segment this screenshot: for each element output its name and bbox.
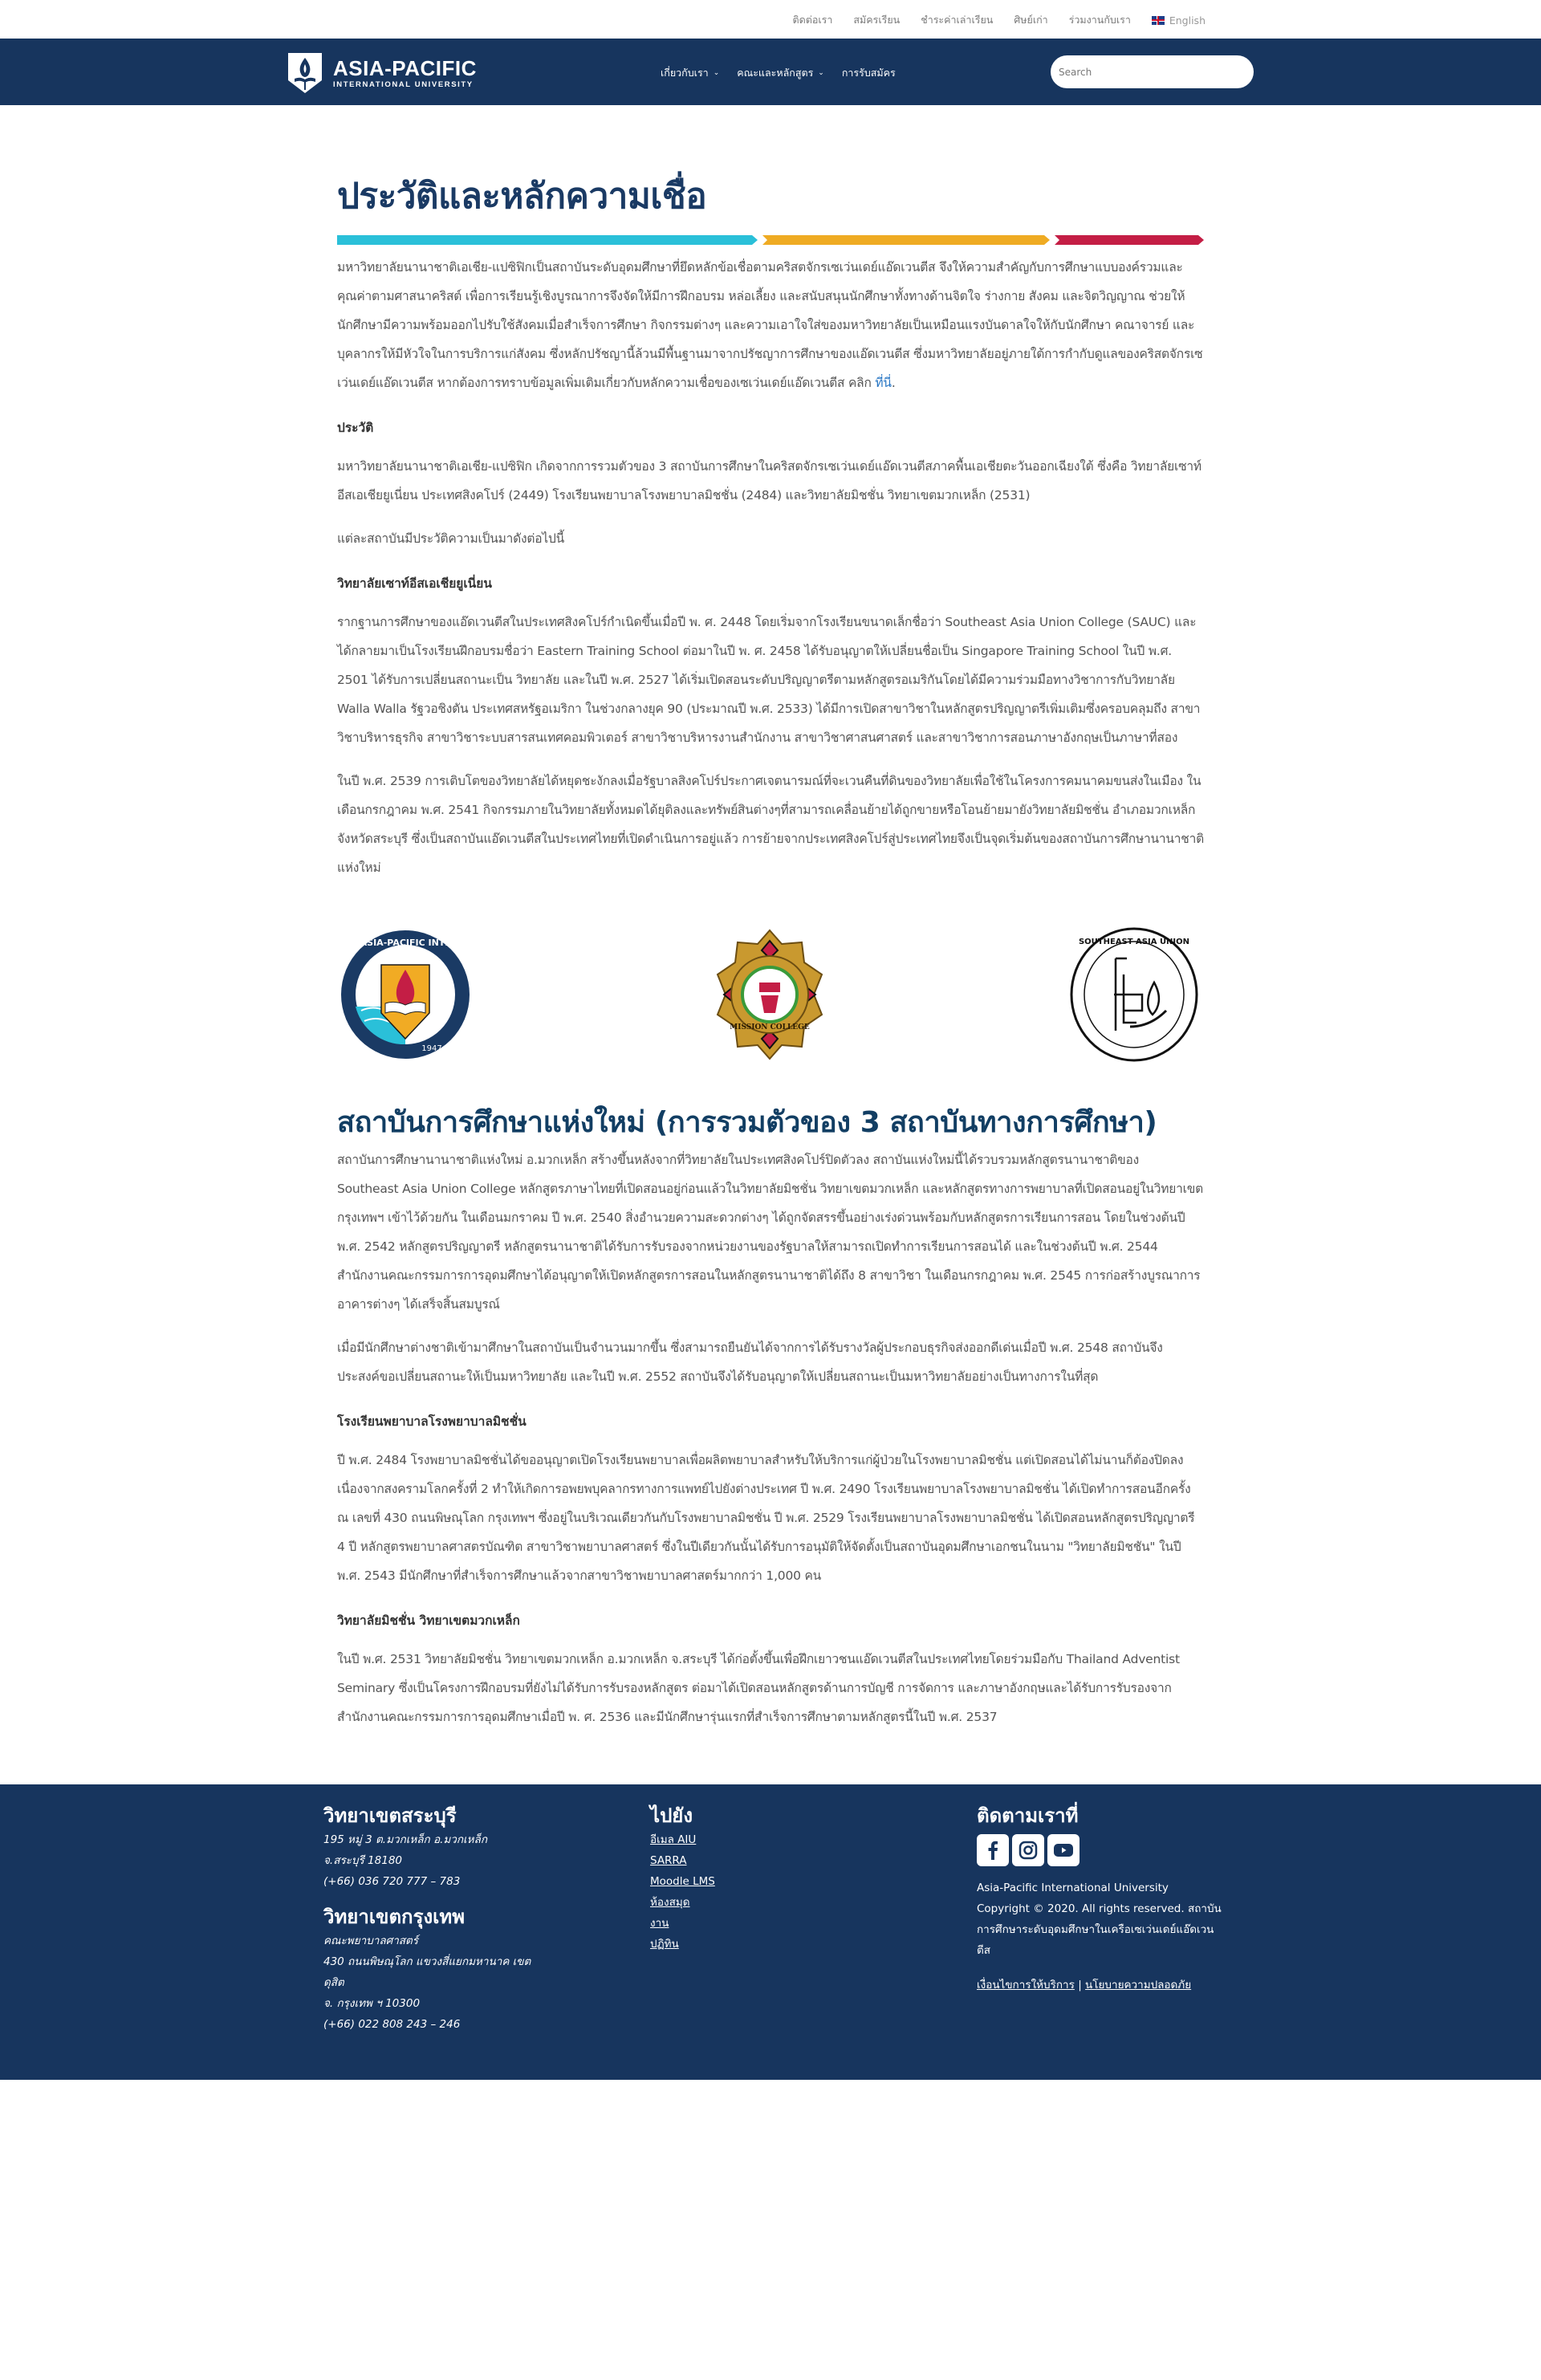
logo-line-2: INTERNATIONAL UNIVERSITY xyxy=(333,80,474,89)
instagram-icon xyxy=(1019,1841,1038,1860)
chevron-down-icon: ⌄ xyxy=(713,69,720,77)
mission-college-seal-logo xyxy=(701,926,838,1063)
bangkok-address-line: คณะพยาบาลศาสตร์ xyxy=(323,1935,419,1947)
utility-link-careers[interactable]: ร่วมงานกับเรา xyxy=(1068,14,1131,26)
org-name: Asia-Pacific International University xyxy=(977,1882,1169,1894)
bangkok-phone: (+66) 022 808 243 – 246 xyxy=(323,2018,461,2031)
aiu-seal-text: ASIA-PACIFIC INTL xyxy=(360,938,451,948)
menu-item-admissions[interactable] xyxy=(842,65,896,81)
mission-college-heading: วิทยาลัยมิชชั่น วิทยาเขตมวกเหล็ก xyxy=(337,1613,520,1628)
follow-heading: ติดตามเราที่ xyxy=(977,1804,1079,1827)
aiu-seal-logo xyxy=(337,926,474,1063)
logo-wordmark xyxy=(333,57,477,89)
footer-goto xyxy=(650,1802,715,1955)
footer-follow xyxy=(977,1802,1226,1993)
primary-menu xyxy=(661,65,896,81)
footer-link-jobs[interactable]: งาน xyxy=(650,1917,669,1930)
menu-item-label: คณะและหลักสูตร xyxy=(737,67,814,79)
intro-text: มหาวิทยาลัยนานาชาติเอเชีย-แปซิฟิกเป็นสถาบันระดับอุดมศึกษาที่ยึดหลักข้อเชื่อตามคริสตจักรเซเว่นเดย์แอ๊ดเวนตีส จึงให้ความสำคัญกับการศึกษาแบบองค์รวมและคุณค่าตามศาสนาคริสต์ เพื่อการเรียนรู้เชิงบูรณาการจึงจัดให้มีการฝึกอบรม หล่อเลี้ยง และสนับสนุนนักศึกษาทั้งทางด้านจิตใจ ร่างกาย สังคม และจิตวิญญาณ ช่วยให้นักศึกษามีความพร้อมออกไปรับใช้สังคมเมื่อสำเร็จการศึกษา กิจกรรมต่างๆ และความเอาใจใส่ของมหาวิทยาลัยเป็นเหมือนแรงบันดาลใจให้กับนักศึกษา คณาจารย์ และบุคลากรให้มีหัวใจในการบริการแก่สังคม ซึ่งหลักปรัชญานี้ล้วนมีพื้นฐานมาจากปรัชญาการศึกษาของแอ๊ดเวนตีส ซึ่งมหาวิทยาลัยอยู่ภายใต้การกำกับดูแลของคริสตจักรเซเว่นเดย์แอ๊ดเวนตีส หากต้องการทราบข้อมูลเพิ่มเติมเกี่ยวกับหลักความเชื่อของเซเว่นเดย์แอ๊ดเวนตีส คลิก xyxy=(337,260,1203,390)
saraburi-heading: วิทยาเขตสระบุรี xyxy=(323,1804,457,1827)
nursing-school-paragraph: ปี พ.ศ. 2484 โรงพยาบาลมิชชั่นได้ขออนุญาตเปิดโรงเรียนพยาบาลเพื่อผลิตพยาบาลสำหรับให้บริการแก่ผู้ป่วยในโรงพยาบาลมิชชั่น แต่เปิดสอนได้ไม่นานก็ต้องปิดลงเนื่องจากสงครามโลกครั้งที่ 2 ทำให้เกิดการอพยพบุคลากรทางการแพทย์ไปยังต่างประเทศ ปี พ.ศ. 2490 โรงเรียนพยาบาลโรงพยาบาลมิชชั่น ได้เปิดทำการสอนอีกครั้ง ณ เลขที่ 430 ถนนพิษณุโลก กรุงเทพฯ ซึ่งอยู่ในบริเวณเดียวกันกับโรงพยาบาลมิชชั่น ปี พ.ศ. 2529 โรงเรียนพยาบาลโรงพยาบาลมิชชั่น ได้เปิดสอนหลักสูตรปริญญาตรี 4 ปี หลักสูตรพยาบาลศาสตรบัณฑิต สาขาวิชาพยาบาลศาสตร์ ซึ่งในปีเดียวกันนั้นได้รับการอนุมัติให้จัดตั้งเป็นสถาบันอุดมศึกษาเอกชนในนาม "วิทยาลัยมิชชัน" ในปี พ.ศ. 2543 มีนักศึกษาที่สำเร็จการศึกษาแล้วจากสาขาวิชาพยาบาลศาสตร์มากกว่า 1,000 คน xyxy=(337,1453,1195,1583)
saraburi-address-line: จ.สระบุรี 18180 xyxy=(323,1854,403,1867)
instagram-button[interactable] xyxy=(1012,1834,1044,1866)
history-paragraph-1: มหาวิทยาลัยนานาชาติเอเชีย-แปซิฟิก เกิดจากการรวมตัวของ 3 สถาบันการศึกษาในคริสตจักรเซเว่นเดย์แอ๊ดเวนตีสภาคพื้นเอเชียตะวันออกเฉียงใต้ ซึ่งคือ วิทยาลัยเซาท์อีสเอเชียยูเนี่ยน ประเทศสิงคโปร์ (2449) โรงเรียนพยาบาลโรงพยาบาลมิชชั่น (2484) และวิทยาลัยมิชชั่น วิทยาเขตมวกเหล็ก (2531) xyxy=(337,459,1201,502)
sauc-seal-text: SOUTHEAST ASIA UNION xyxy=(1078,938,1190,946)
facebook-button[interactable] xyxy=(977,1834,1009,1866)
search-box xyxy=(1051,55,1254,88)
nursing-school-heading: โรงเรียนพยาบาลโรงพยาบาลมิชชั่น xyxy=(337,1414,527,1429)
logo-line-1: ASIA-PACIFIC xyxy=(333,56,477,80)
utility-link-apply[interactable]: สมัครเรียน xyxy=(853,14,901,26)
youtube-icon xyxy=(1053,1842,1074,1858)
facebook-icon xyxy=(985,1841,1001,1860)
stripe-orange xyxy=(762,235,1050,245)
menu-item-about[interactable] xyxy=(661,65,719,81)
utility-bar xyxy=(0,0,1541,39)
stripe-cyan xyxy=(337,235,758,245)
site-logo[interactable] xyxy=(287,51,477,95)
uk-flag-icon xyxy=(1152,16,1165,25)
main-navigation xyxy=(0,39,1541,105)
main-content xyxy=(337,105,1204,1731)
sauc-paragraph-1: รากฐานการศึกษาของแอ๊ดเวนตีสในประเทศสิงคโปร์กำเนิดขึ้นเมื่อปี พ. ศ. 2448 โดยเริ่มจากโรงเรียนขนาดเล็กชื่อว่า Southeast Asia Union College (SAUC) และได้กลายมาเป็นโรงเรียนฝึกอบรมชื่อว่า Eastern Training School ต่อมาในปี พ. ศ. 2458 ได้รับอนุญาตให้เปลี่ยนชื่อเป็น Singapore Training School ในปี พ.ศ. 2501 ได้รับการเปลี่ยนสถานะเป็น วิทยาลัย และในปี พ.ศ. 2527 ได้เริ่มเปิดสอนระดับปริญญาตรีตามหลักสูตรอเมริกันโดยได้มีความร่วมมือทางวิชาการกับวิทยาลัย Walla Walla รัฐวอชิงตัน ประเทศสหรัฐอเมริกา ในช่วงกลางยุค 90 (ประมาณปี พ.ศ. 2533) ได้มีการเปิดสาขาวิชาในหลักสูตรปริญญาตรีเพิ่มเติมซึ่งครอบคลุมถึง สาขาวิชาบริหารธุรกิจ สาขาวิชาระบบสารสนเทศคอมพิวเตอร์ สาขาวิชาบริหารงานสำนักงาน สาขาวิชาศาสนศาสตร์ และสาขาวิชาการสอนภาษาอังกฤษเป็นภาษาที่สอง xyxy=(337,615,1201,745)
copyright-text: Copyright © 2020. All rights reserved. สถาบันการศึกษาระดับอุดมศึกษาในเครือเซเว่นเดย์แอ๊ดเวนตีส xyxy=(977,1902,1222,1957)
bangkok-address-line: 430 ถนนพิษณุโลก แขวงสี่แยกมหานาค เขต xyxy=(323,1955,531,1968)
chevron-down-icon: ⌄ xyxy=(818,69,824,77)
stripe-red xyxy=(1055,235,1204,245)
search-input[interactable] xyxy=(1051,55,1254,88)
bangkok-address-line: ดุสิต xyxy=(323,1976,344,1989)
institution-logos xyxy=(337,914,1204,1075)
goto-links xyxy=(650,1829,715,1955)
menu-item-label: เกี่ยวกับเรา xyxy=(661,67,709,79)
social-links xyxy=(977,1834,1226,1866)
saraburi-phone: (+66) 036 720 777 – 783 xyxy=(323,1875,461,1888)
footer-campuses xyxy=(323,1802,556,2035)
mission-seal-text: MISSION COLLEGE xyxy=(730,1023,810,1031)
intro-paragraph xyxy=(337,253,1204,397)
bangkok-address xyxy=(323,1930,556,2035)
utility-link-contact[interactable]: ติดต่อเรา xyxy=(792,14,833,26)
sauc-seal-logo xyxy=(1066,926,1202,1063)
page-title: ประวัติและหลักความเชื่อ xyxy=(337,176,707,217)
history-paragraph-2: แต่ละสถาบันมีประวัติความเป็นมาดังต่อไปนี้ xyxy=(337,531,565,546)
sauc-paragraph-2: ในปี พ.ศ. 2539 การเติบโตของวิทยาลัยได้หยุดชะงักลงเมื่อรัฐบาลสิงคโปร์ประกาศเจตนารมณ์ที่จะเวนคืนที่ดินของวิทยาลัยเพื่อใช้ในโครงการคมนาคมขนส่งในเมือง ในเดือนกรกฎาคม พ.ศ. 2541 กิจกรรมภายในวิทยาลัยทั้งหมดได้ยุติลงและทรัพย์สินต่างๆที่สามารถเคลื่อนย้ายได้ถูกขายหรือโอนย้ายมายังวิทยาลัยมิชชั่น อำเภอมวกเหล็ก จังหวัดสระบุรี ซึ่งเป็นสถาบันแอ๊ดเวนตีสในประเทศไทยที่เปิดดำเนินการอยู่แล้ว การย้ายจากประเทศสิงคโปร์สู่ประเทศไทยจึงเป็นจุดเริ่มต้นของสถาบันการศึกษานานาชาติแห่งใหม่ xyxy=(337,774,1204,875)
history-heading: ประวัติ xyxy=(337,421,374,435)
decorative-stripes xyxy=(337,235,1204,245)
sauc-heading: วิทยาลัยเซาท์อีสเอเชียยูเนี่ยน xyxy=(337,576,492,591)
beliefs-link[interactable]: ที่นี่ xyxy=(875,376,892,390)
saraburi-address-line: 195 หมู่ 3 ต.มวกเหล็ก อ.มวกเหล็ก xyxy=(323,1833,488,1846)
mission-college-paragraph: ในปี พ.ศ. 2531 วิทยาลัยมิชชั่น วิทยาเขตมวกเหล็ก อ.มวกเหล็ก จ.สระบุรี ได้ก่อตั้งขึ้นเพื่อฝึกเยาวชนแอ๊ดเวนตีสในประเทศไทยโดยร่วมมือกับ Thailand Adventist Seminary ซึ่งเป็นโครงการฝึกอบรมที่ยังไม่ได้รับการรับรองหลักสูตร ต่อมาได้เปิดสอนหลักสูตรด้านการบัญชี การจัดการ และภาษาอังกฤษและได้รับการรับรองจากสำนักงานคณะกรรมการการอุดมศึกษาเมื่อปี พ. ศ. 2536 และมีนักศึกษารุ่นแรกที่สำเร็จการศึกษาตามหลักสูตรนี้ในปี พ.ศ. 2537 xyxy=(337,1652,1180,1724)
saraburi-address xyxy=(323,1829,556,1892)
youtube-button[interactable] xyxy=(1047,1834,1080,1866)
university-shield-icon xyxy=(287,51,323,95)
footer-link-moodle[interactable]: Moodle LMS xyxy=(650,1875,715,1888)
bangkok-address-line: จ. กรุงเทพ ฯ 10300 xyxy=(323,1997,421,2010)
aiu-seal-year: 1947 xyxy=(421,1044,442,1053)
utility-links xyxy=(793,12,1206,28)
utility-link-tuition[interactable]: ชำระค่าเล่าเรียน xyxy=(921,14,994,26)
new-institution-paragraph-2: เมื่อมีนักศึกษาต่างชาติเข้ามาศึกษาในสถาบันเป็นจำนวนมากขึ้น ซึ่งสามารถยืนยันได้จากการได้รับรางวัลผู้ประกอบธุรกิจส่งออกดีเด่นเมื่อปี พ.ศ. 2548 สถาบันจึงประสงค์ขอเปลี่ยนสถานะให้เป็นมหาวิทยาลัย และในปี พ.ศ. 2552 สถาบันจึงได้รับอนุญาตให้เปลี่ยนสถานะเป็นมหาวิทยาลัยอย่างเป็นทางการในที่สุด xyxy=(337,1341,1163,1384)
bangkok-heading: วิทยาเขตกรุงเทพ xyxy=(323,1906,466,1928)
menu-item-faculties[interactable] xyxy=(737,65,824,81)
policy-links xyxy=(977,1975,1226,1993)
copyright-block xyxy=(977,1878,1226,1961)
privacy-link[interactable]: นโยบายความปลอดภัย xyxy=(1085,1979,1192,1991)
intro-end: . xyxy=(891,376,896,390)
utility-link-alumni[interactable]: ศิษย์เก่า xyxy=(1014,14,1048,26)
footer-link-calendar[interactable]: ปฏิทิน xyxy=(650,1938,679,1951)
menu-item-label: การรับสมัคร xyxy=(841,67,896,79)
terms-link[interactable]: เงื่อนไขการให้บริการ xyxy=(977,1979,1075,1991)
footer-link-sarra[interactable]: SARRA xyxy=(650,1854,687,1867)
site-footer xyxy=(0,1784,1541,2080)
new-institution-heading: สถาบันการศึกษาแห่งใหม่ (การรวมตัวของ 3 สถาบันทางการศึกษา) xyxy=(337,1106,1157,1139)
goto-heading: ไปยัง xyxy=(650,1804,693,1827)
new-institution-paragraph-1: สถาบันการศึกษานานาชาติแห่งใหม่ อ.มวกเหล็ก สร้างขึ้นหลังจากที่วิทยาลัยในประเทศสิงคโปร์ปิดตัวลง สถาบันแห่งใหม่นี้ได้รวบรวมหลักสูตรนานาชาติของ Southeast Asia Union College หลักสูตรภาษาไทยที่เปิดสอนอยู่ก่อนแล้วในวิทยาลัยมิชชั่น วิทยาเขตมวกเหล็ก และหลักสูตรทางการพยาบาลที่เปิดสอนอยู่ในวิทยาเขตกรุงเทพฯ เข้าไว้ด้วยกัน ในเดือนมกราคม ปี พ.ศ. 2540 สิ่งอำนวยความสะดวกต่างๆ ได้ถูกจัดสรรขึ้นอย่างเร่งด่วนพร้อมกับหลักสูตรการเรียนการสอน โดยในช่วงต้นปี พ.ศ. 2542 หลักสูตรปริญญาตรี หลักสูตรนานาชาติได้รับการรับรองจากหน่วยงานของรัฐบาลให้สามารถเปิดทำการเรียนการสอนได้ และในช่วงต้นปี พ.ศ. 2544 สำนักงานคณะกรรมการการอุดมศึกษาได้อนุญาตให้เปิดหลักสูตรการสอนในหลักสูตรนานาชาติได้ถึง 8 สาขาวิชา ในเดือนกรกฎาคม พ.ศ. 2545 การก่อสร้างบูรณาการอาคารต่างๆ ได้เสร็จสิ้นสมบูรณ์ xyxy=(337,1153,1204,1312)
language-label: English xyxy=(1169,14,1206,26)
footer-link-library[interactable]: ห้องสมุด xyxy=(650,1896,690,1909)
policy-separator: | xyxy=(1078,1979,1082,1991)
language-switch[interactable] xyxy=(1152,12,1206,28)
footer-link-email[interactable]: อีเมล AIU xyxy=(650,1833,697,1846)
